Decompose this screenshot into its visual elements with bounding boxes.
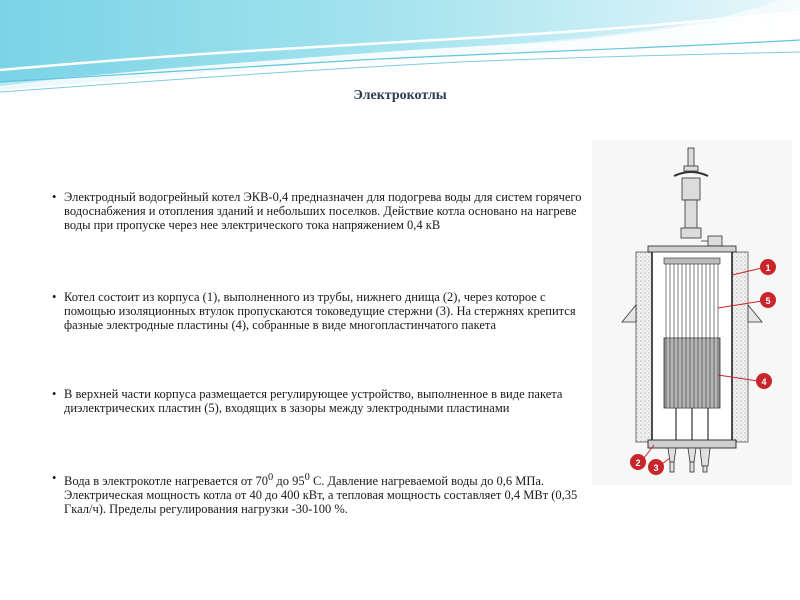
slide-title: Электрокотлы [353,88,447,103]
bullet-item [52,290,593,332]
text-part: С. Давление нагреваемой воды до 0,6 МПа. Электрическая мощность котла от 40 до 400 кВт, а тепловая мощность составляет 0,4 МВт (0,35 Гкал/ч). Пределы регулирования нагрузки -30-100 %. [64,474,578,517]
callout-label-3: 3 [653,463,659,473]
callout-label-5: 5 [765,296,771,306]
bullet-item [52,387,593,415]
callout-label-1: 1 [765,263,771,273]
electrode-plates [664,338,720,408]
bullet-marker: • [52,190,57,204]
bullet-item [52,190,593,232]
insulation-right [732,252,748,442]
top-flange [648,246,736,252]
bullet-item [52,471,593,517]
bullet-marker: • [52,290,57,304]
superscript-degree: 0 [268,472,274,483]
bullet-text: В верхней части корпуса размещается регулирующее устройство, выполненное в виде пакета диэлектрических пластин (5), входящих в зазоры между электродными пластинами [64,387,563,415]
bullet-marker: • [52,471,57,485]
text-part: до 95 [273,474,305,489]
bullet-text [58,471,593,516]
superscript-degree: 0 [304,472,310,483]
text-part: Вода в электрокотле нагревается от 70 [64,474,269,489]
bottom-head [648,440,736,448]
bullet-text: Котел состоит из корпуса (1), выполненного из трубы, нижнего днища (2), через которое с помощью изоляционных втулок пропускаются токоведущие стержни (3). На стержнях крепится фазные электродные пластины (4), собранные в виде многопластинчатого пакета [64,290,576,332]
callout-label-4: 4 [761,377,767,387]
insulation-left [636,252,652,442]
boiler-diagram [592,140,792,485]
wave-header-decoration [0,0,800,100]
callout-label-2: 2 [635,458,641,468]
bullet-text: Электродный водогрейный котел ЭКВ-0,4 предназначен для подогрева воды для систем горячего водоснабжения и отопления зданий и небольших поселков. Действие котла основано на нагреве воды при пропуске через нее электрического тока напряжением 0,4 кВ [64,190,582,232]
bullet-marker: • [52,387,57,401]
